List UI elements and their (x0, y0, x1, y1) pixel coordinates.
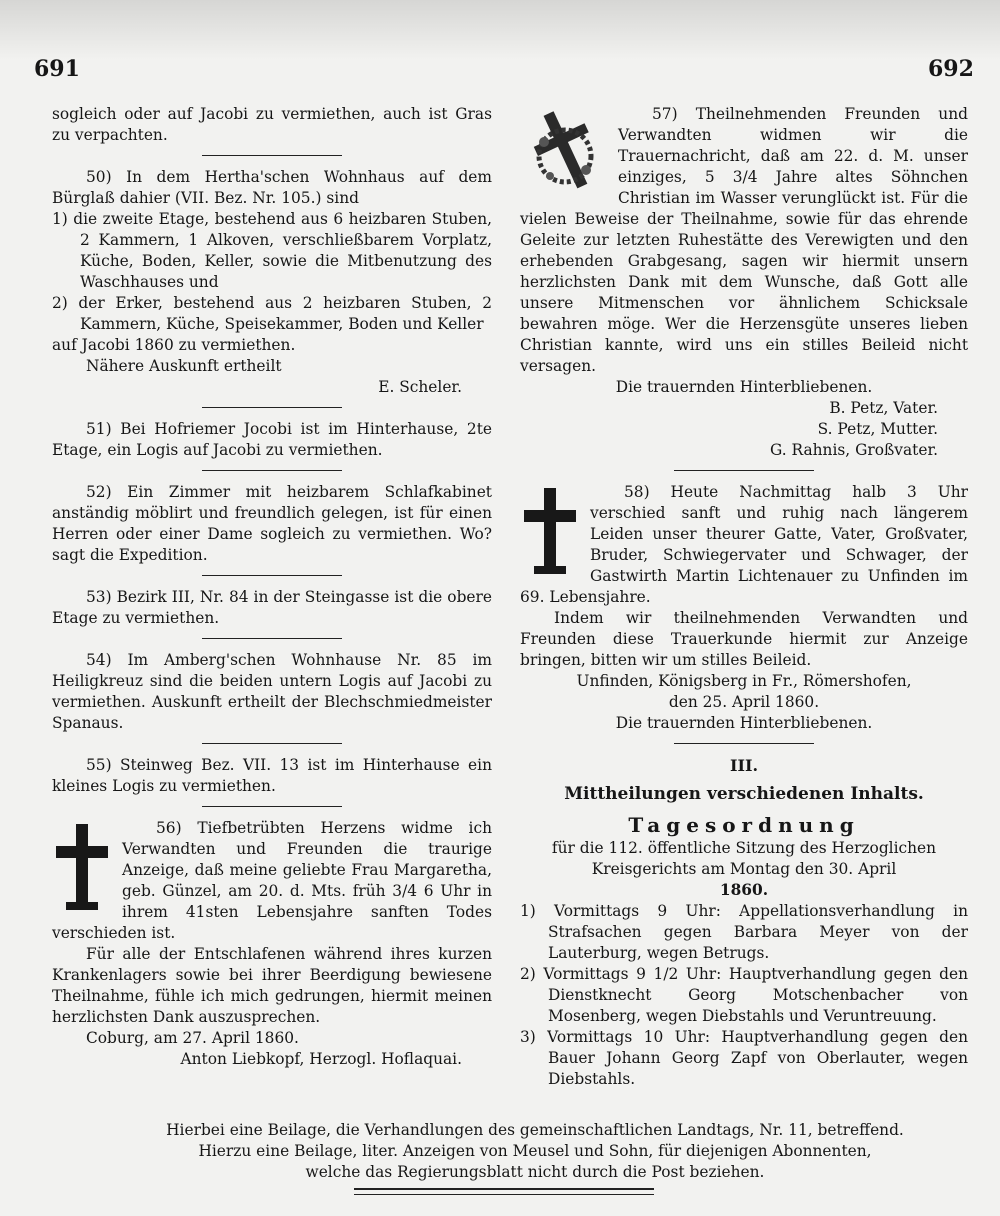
ad-58 (520, 482, 968, 734)
ad-53: 53) Bezirk III, Nr. 84 in der Steingasse ist die obere Etage zu vermiethen. (52, 588, 492, 627)
right-column (520, 104, 968, 1090)
ad-54: 54) Im Amberg'schen Wohnhause Nr. 85 im Heiligkreuz sind die beiden untern Logis auf Jacobi zu vermiethen. Auskunft ertheilt der Blechschmiedmeister Spanaus. (52, 651, 492, 732)
ad-58-text: 58) Heute Nachmittag halb 3 Uhr verschied sanft und ruhig nach längerem Leiden unser theurer Gatte, Vater, Großvater, Bruder, Schwiegervater und Schwager, der Gastwirth Martin Lichtenauer zu Unfinden im 69. Lebensjahre. (520, 483, 968, 606)
ad-56-place-date: Coburg, am 27. April 1860. (86, 1029, 299, 1047)
section-title: Mittheilungen verschiedenen Inhalts. (564, 784, 924, 804)
ad-51: 51) Bei Hofriemer Jocobi ist im Hinterhause, 2te Etage, ein Logis auf Jacobi zu vermiethen. (52, 420, 492, 459)
ad-58-date: den 25. April 1860. (668, 693, 820, 711)
agenda-year: 1860. (719, 881, 769, 899)
ad-58-closing: Die trauernden Hinterbliebenen. (615, 714, 873, 732)
ad-57-text: 57) Theilnehmenden Freunden und Verwandten widmen wir die Trauernachricht, daß am 22. d. M. unser einziges, 5 3/4 Jahre altes Söhnchen Christian im Wasser verunglückt ist. Für die vielen Beweise der Theilnahme, sowie für das ehrende Geleite zur letzten Ruhestätte des Verewigten und den erhebenden Grabgesang, sagen wir hiermit unsern herzlichsten Dank mit dem Wunsche, daß Gott alle unsere Mitmenschen vor ähnlichem Schicksale bewahren möge. Wer die Herzensgüte unseres lieben Christian kannte, wird uns ein stilles Beileid nicht versagen. (520, 105, 968, 375)
closing-rule (354, 1188, 654, 1195)
ad-58-notice: Indem wir theilnehmenden Verwandten und Freunden diese Trauerkunde hiermit zur Anzeige bringen, bitten wir um stilles Beileid. (520, 609, 968, 669)
ad-50-item-1: 1) die zweite Etage, bestehend aus 6 heizbaren Stuben, 2 Kammern, 1 Alkoven, verschließbarem Vorplatz, Küche, Boden, Keller, sowie die Mitbenutzung des Waschhauses und (52, 210, 492, 291)
separator (202, 470, 342, 471)
ad-57-signer-3: G. Rahnis, Großvater. (770, 441, 938, 459)
agenda-item-3: 3) Vormittags 10 Uhr: Hauptverhandlung gegen den Bauer Johann Georg Zapf von Oberlauter, wegen Diebstahls. (520, 1028, 968, 1088)
footer-line-3: welche das Regierungsblatt nicht durch die Post beziehen. (305, 1163, 765, 1181)
ad-50-rent: auf Jacobi 1860 zu vermiethen. (52, 336, 296, 354)
ad-50-info: Nähere Auskunft ertheilt (86, 357, 282, 375)
ad-57-signer-2: S. Petz, Mutter. (817, 420, 938, 438)
page-number-right: 692 (928, 56, 974, 82)
agenda-heading: Tagesordnung (628, 813, 860, 837)
agenda-subtitle: für die 112. öffentliche Sitzung des Herzoglichen Kreisgerichts am Montag den 30. April (551, 839, 937, 878)
ad-56-thanks: Für alle der Entschlafenen während ihres kurzen Krankenlagers sowie bei ihrer Beerdigung bewiesene Theilnahme, fühle ich mich gedrungen, hiermit meinen herzlichsten Dank auszusprechen. (52, 945, 492, 1026)
continued-ad-text: sogleich oder auf Jacobi zu vermiethen, auch ist Gras zu verpachten. (52, 105, 492, 144)
separator (674, 743, 814, 744)
footer-notice (100, 1120, 970, 1183)
wreath-cross-icon (520, 104, 610, 196)
separator (202, 155, 342, 156)
ad-57 (520, 104, 968, 461)
ad-56-text: 56) Tiefbetrübten Herzens widme ich Verwandten und Freunden die traurige Anzeige, daß meine geliebte Frau Margaretha, geb. Günzel, am 20. d. Mts. früh 3/4 6 Uhr in ihrem 41sten Lebensjahre sanften Todes verschieden ist. (52, 819, 492, 942)
ad-52: 52) Ein Zimmer mit heizbarem Schlafkabinet anständig möblirt und freundlich gelegen, ist für einen Herren oder einer Dame sogleich zu vermiethen. Wo? sagt die Expedition. (52, 483, 492, 564)
ad-56 (52, 818, 492, 1070)
separator (202, 638, 342, 639)
page-number-left: 691 (34, 56, 80, 82)
ad-57-closing: Die trauernden Hinterbliebenen. (615, 378, 873, 396)
ad-50 (52, 167, 492, 398)
agenda-item-1: 1) Vormittags 9 Uhr: Appellationsverhandlung in Strafsachen gegen Barbara Meyer von der Lauterburg, wegen Betrugs. (520, 902, 968, 962)
section-numeral: III. (729, 756, 759, 775)
left-column (52, 104, 492, 1070)
cross-icon (520, 484, 580, 576)
cross-icon (52, 820, 112, 912)
separator (202, 806, 342, 807)
footer-line-2: Hierzu eine Beilage, liter. Anzeigen von Meusel und Sohn, für diejenigen Abonnenten, (198, 1142, 872, 1160)
separator (202, 743, 342, 744)
ad-56-signer: Anton Liebkopf, Herzogl. Hoflaquai. (180, 1050, 462, 1068)
ad-55: 55) Steinweg Bez. VII. 13 ist im Hinterhause ein kleines Logis zu vermiethen. (52, 756, 492, 795)
scan-shadow (0, 0, 1000, 60)
ad-57-signer-1: B. Petz, Vater. (829, 399, 938, 417)
agenda-item-2: 2) Vormittags 9 1/2 Uhr: Hauptverhandlung gegen den Dienstknecht Georg Motschenbacher von Mosenberg, wegen Diebstahls und Veruntreuung. (520, 965, 968, 1025)
ad-50-intro: 50) In dem Hertha'schen Wohnhaus auf dem Bürglaß dahier (VII. Bez. Nr. 105.) sind (52, 168, 492, 207)
separator (202, 575, 342, 576)
separator (202, 407, 342, 408)
ad-50-item-2: 2) der Erker, bestehend aus 2 heizbaren Stuben, 2 Kammern, Küche, Speisekammer, Boden und Keller (52, 294, 492, 333)
footer-line-1: Hierbei eine Beilage, die Verhandlungen des gemeinschaftlichen Landtags, Nr. 11, betreffend. (166, 1121, 904, 1139)
ad-58-place: Unfinden, Königsberg in Fr., Römershofen, (576, 672, 912, 690)
separator (674, 470, 814, 471)
ad-50-signer: E. Scheler. (378, 378, 462, 396)
